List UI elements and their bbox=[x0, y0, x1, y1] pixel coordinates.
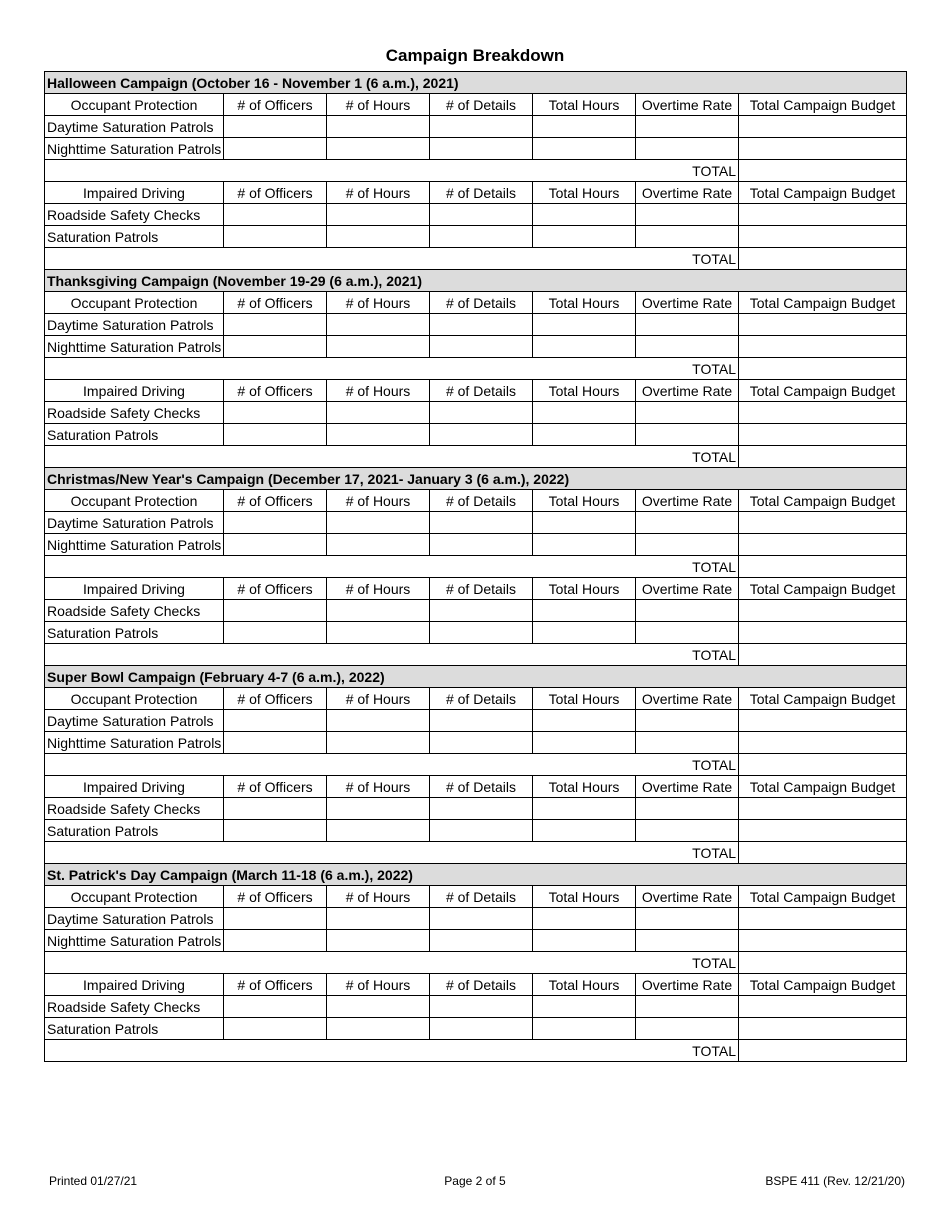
entry-cell[interactable] bbox=[739, 314, 907, 336]
entry-cell[interactable] bbox=[533, 534, 636, 556]
column-header: # of Officers bbox=[224, 490, 327, 512]
total-entry-cell[interactable] bbox=[739, 248, 907, 270]
entry-cell[interactable] bbox=[224, 512, 327, 534]
entry-cell[interactable] bbox=[430, 798, 533, 820]
entry-cell[interactable] bbox=[430, 138, 533, 160]
section-title: Occupant Protection bbox=[45, 688, 224, 710]
table-row bbox=[45, 798, 907, 820]
row-label: Nighttime Saturation Patrols bbox=[45, 534, 224, 556]
campaign-header-row bbox=[45, 468, 907, 490]
section-title: Impaired Driving bbox=[45, 578, 224, 600]
entry-cell[interactable] bbox=[224, 710, 327, 732]
entry-cell[interactable] bbox=[636, 1018, 739, 1040]
entry-cell[interactable] bbox=[739, 798, 907, 820]
entry-cell[interactable] bbox=[224, 226, 327, 248]
entry-cell[interactable] bbox=[533, 424, 636, 446]
entry-cell[interactable] bbox=[739, 534, 907, 556]
row-label: Saturation Patrols bbox=[45, 226, 224, 248]
entry-cell[interactable] bbox=[533, 1018, 636, 1040]
campaign-title: Halloween Campaign (October 16 - November 1 (6 a.m.), 2021) bbox=[45, 72, 907, 94]
entry-cell[interactable] bbox=[533, 138, 636, 160]
campaign-title: Thanksgiving Campaign (November 19-29 (6 a.m.), 2021) bbox=[45, 270, 907, 292]
entry-cell[interactable] bbox=[636, 710, 739, 732]
entry-cell[interactable] bbox=[327, 1018, 430, 1040]
section-header-row bbox=[45, 380, 907, 402]
entry-cell[interactable] bbox=[636, 908, 739, 930]
entry-cell[interactable] bbox=[224, 424, 327, 446]
entry-cell[interactable] bbox=[327, 930, 430, 952]
column-header: Total Campaign Budget bbox=[739, 974, 907, 996]
entry-cell[interactable] bbox=[533, 798, 636, 820]
entry-cell[interactable] bbox=[430, 116, 533, 138]
entry-cell[interactable] bbox=[739, 930, 907, 952]
row-label: Nighttime Saturation Patrols bbox=[45, 336, 224, 358]
entry-cell[interactable] bbox=[224, 402, 327, 424]
entry-cell[interactable] bbox=[430, 710, 533, 732]
entry-cell[interactable] bbox=[430, 226, 533, 248]
page-title: Campaign Breakdown bbox=[385, 46, 565, 65]
entry-cell[interactable] bbox=[533, 512, 636, 534]
entry-cell[interactable] bbox=[636, 512, 739, 534]
column-header: Total Campaign Budget bbox=[739, 380, 907, 402]
section-title: Impaired Driving bbox=[45, 182, 224, 204]
entry-cell[interactable] bbox=[636, 116, 739, 138]
row-label: Daytime Saturation Patrols bbox=[45, 908, 224, 930]
column-header: # of Details bbox=[430, 94, 533, 116]
column-header: # of Hours bbox=[327, 182, 430, 204]
entry-cell[interactable] bbox=[739, 908, 907, 930]
column-header: Total Hours bbox=[533, 292, 636, 314]
entry-cell[interactable] bbox=[533, 204, 636, 226]
form-number: BSPE 411 (Rev. 12/21/20) bbox=[765, 1174, 905, 1188]
campaign-title: Super Bowl Campaign (February 4-7 (6 a.m.), 2022) bbox=[45, 666, 907, 688]
section-title: Occupant Protection bbox=[45, 94, 224, 116]
total-entry-cell[interactable] bbox=[739, 842, 907, 864]
column-header: # of Officers bbox=[224, 974, 327, 996]
column-header: Total Campaign Budget bbox=[739, 578, 907, 600]
column-header: # of Officers bbox=[224, 94, 327, 116]
entry-cell[interactable] bbox=[636, 996, 739, 1018]
entry-cell[interactable] bbox=[739, 138, 907, 160]
entry-cell[interactable] bbox=[430, 996, 533, 1018]
column-header: Total Campaign Budget bbox=[739, 182, 907, 204]
column-header: # of Details bbox=[430, 776, 533, 798]
column-header: Overtime Rate bbox=[636, 886, 739, 908]
table-row bbox=[45, 710, 907, 732]
entry-cell[interactable] bbox=[739, 512, 907, 534]
entry-cell[interactable] bbox=[224, 138, 327, 160]
total-row bbox=[45, 952, 907, 974]
entry-cell[interactable] bbox=[327, 402, 430, 424]
row-label: Nighttime Saturation Patrols bbox=[45, 138, 224, 160]
total-row bbox=[45, 644, 907, 666]
column-header: # of Officers bbox=[224, 182, 327, 204]
entry-cell[interactable] bbox=[533, 930, 636, 952]
column-header: # of Hours bbox=[327, 380, 430, 402]
entry-cell[interactable] bbox=[224, 798, 327, 820]
table-row bbox=[45, 402, 907, 424]
entry-cell[interactable] bbox=[739, 226, 907, 248]
total-row bbox=[45, 556, 907, 578]
campaign-header-row bbox=[45, 864, 907, 886]
row-label: Saturation Patrols bbox=[45, 820, 224, 842]
entry-cell[interactable] bbox=[327, 116, 430, 138]
table-row bbox=[45, 204, 907, 226]
section-title: Occupant Protection bbox=[45, 292, 224, 314]
total-row bbox=[45, 160, 907, 182]
column-header: # of Details bbox=[430, 688, 533, 710]
entry-cell[interactable] bbox=[636, 226, 739, 248]
column-header: Overtime Rate bbox=[636, 688, 739, 710]
entry-cell[interactable] bbox=[224, 534, 327, 556]
column-header: Total Hours bbox=[533, 490, 636, 512]
entry-cell[interactable] bbox=[327, 226, 430, 248]
entry-cell[interactable] bbox=[636, 798, 739, 820]
column-header: Total Hours bbox=[533, 974, 636, 996]
entry-cell[interactable] bbox=[327, 820, 430, 842]
entry-cell[interactable] bbox=[430, 314, 533, 336]
entry-cell[interactable] bbox=[533, 314, 636, 336]
column-header: Total Campaign Budget bbox=[739, 292, 907, 314]
entry-cell[interactable] bbox=[327, 314, 430, 336]
column-header: # of Details bbox=[430, 578, 533, 600]
entry-cell[interactable] bbox=[327, 138, 430, 160]
column-header: Total Campaign Budget bbox=[739, 776, 907, 798]
total-entry-cell[interactable] bbox=[739, 1040, 907, 1062]
row-label: Nighttime Saturation Patrols bbox=[45, 732, 224, 754]
entry-cell[interactable] bbox=[636, 732, 739, 754]
row-label: Daytime Saturation Patrols bbox=[45, 512, 224, 534]
total-label: TOTAL bbox=[45, 160, 739, 182]
table-row bbox=[45, 138, 907, 160]
entry-cell[interactable] bbox=[430, 600, 533, 622]
total-label: TOTAL bbox=[45, 556, 739, 578]
section-header-row bbox=[45, 886, 907, 908]
section-header-row bbox=[45, 776, 907, 798]
column-header: # of Officers bbox=[224, 886, 327, 908]
entry-cell[interactable] bbox=[533, 820, 636, 842]
entry-cell[interactable] bbox=[739, 622, 907, 644]
table-row bbox=[45, 314, 907, 336]
section-header-row bbox=[45, 292, 907, 314]
total-entry-cell[interactable] bbox=[739, 754, 907, 776]
table-row bbox=[45, 820, 907, 842]
campaign-header-row bbox=[45, 270, 907, 292]
column-header: Total Campaign Budget bbox=[739, 490, 907, 512]
entry-cell[interactable] bbox=[430, 622, 533, 644]
column-header: # of Hours bbox=[327, 578, 430, 600]
total-entry-cell[interactable] bbox=[739, 446, 907, 468]
entry-cell[interactable] bbox=[224, 204, 327, 226]
table-row bbox=[45, 226, 907, 248]
entry-cell[interactable] bbox=[327, 710, 430, 732]
entry-cell[interactable] bbox=[327, 512, 430, 534]
row-label: Daytime Saturation Patrols bbox=[45, 314, 224, 336]
column-header: Overtime Rate bbox=[636, 94, 739, 116]
total-row bbox=[45, 248, 907, 270]
total-entry-cell[interactable] bbox=[739, 952, 907, 974]
entry-cell[interactable] bbox=[739, 336, 907, 358]
row-label: Saturation Patrols bbox=[45, 1018, 224, 1040]
entry-cell[interactable] bbox=[636, 600, 739, 622]
total-entry-cell[interactable] bbox=[739, 358, 907, 380]
column-header: Total Campaign Budget bbox=[739, 688, 907, 710]
column-header: Overtime Rate bbox=[636, 578, 739, 600]
entry-cell[interactable] bbox=[533, 226, 636, 248]
total-label: TOTAL bbox=[45, 248, 739, 270]
total-label: TOTAL bbox=[45, 358, 739, 380]
column-header: # of Hours bbox=[327, 886, 430, 908]
entry-cell[interactable] bbox=[430, 204, 533, 226]
table-row bbox=[45, 512, 907, 534]
entry-cell[interactable] bbox=[430, 732, 533, 754]
column-header: Total Campaign Budget bbox=[739, 94, 907, 116]
campaign-table bbox=[44, 71, 907, 1062]
entry-cell[interactable] bbox=[224, 930, 327, 952]
column-header: # of Hours bbox=[327, 974, 430, 996]
entry-cell[interactable] bbox=[430, 534, 533, 556]
entry-cell[interactable] bbox=[327, 424, 430, 446]
row-label: Roadside Safety Checks bbox=[45, 402, 224, 424]
table-row bbox=[45, 622, 907, 644]
column-header: # of Details bbox=[430, 886, 533, 908]
entry-cell[interactable] bbox=[739, 402, 907, 424]
entry-cell[interactable] bbox=[739, 204, 907, 226]
column-header: # of Details bbox=[430, 974, 533, 996]
entry-cell[interactable] bbox=[327, 600, 430, 622]
table-row bbox=[45, 930, 907, 952]
entry-cell[interactable] bbox=[636, 204, 739, 226]
total-row bbox=[45, 842, 907, 864]
total-row bbox=[45, 1040, 907, 1062]
entry-cell[interactable] bbox=[636, 314, 739, 336]
row-label: Saturation Patrols bbox=[45, 424, 224, 446]
entry-cell[interactable] bbox=[327, 996, 430, 1018]
entry-cell[interactable] bbox=[327, 534, 430, 556]
printed-date: Printed 01/27/21 bbox=[49, 1174, 138, 1188]
entry-cell[interactable] bbox=[430, 512, 533, 534]
section-title: Impaired Driving bbox=[45, 974, 224, 996]
entry-cell[interactable] bbox=[533, 336, 636, 358]
total-entry-cell[interactable] bbox=[739, 160, 907, 182]
column-header: Total Campaign Budget bbox=[739, 886, 907, 908]
entry-cell[interactable] bbox=[739, 820, 907, 842]
column-header: # of Hours bbox=[327, 490, 430, 512]
column-header: Overtime Rate bbox=[636, 974, 739, 996]
entry-cell[interactable] bbox=[636, 138, 739, 160]
section-header-row bbox=[45, 182, 907, 204]
row-label: Nighttime Saturation Patrols bbox=[45, 930, 224, 952]
entry-cell[interactable] bbox=[224, 908, 327, 930]
row-label: Roadside Safety Checks bbox=[45, 798, 224, 820]
section-header-row bbox=[45, 974, 907, 996]
entry-cell[interactable] bbox=[533, 908, 636, 930]
column-header: # of Hours bbox=[327, 292, 430, 314]
entry-cell[interactable] bbox=[636, 930, 739, 952]
row-label: Roadside Safety Checks bbox=[45, 996, 224, 1018]
entry-cell[interactable] bbox=[224, 820, 327, 842]
entry-cell[interactable] bbox=[533, 732, 636, 754]
row-label: Daytime Saturation Patrols bbox=[45, 710, 224, 732]
column-header: # of Officers bbox=[224, 380, 327, 402]
column-header: # of Details bbox=[430, 380, 533, 402]
entry-cell[interactable] bbox=[430, 908, 533, 930]
total-row bbox=[45, 446, 907, 468]
column-header: # of Officers bbox=[224, 292, 327, 314]
entry-cell[interactable] bbox=[327, 622, 430, 644]
entry-cell[interactable] bbox=[327, 798, 430, 820]
column-header: # of Details bbox=[430, 490, 533, 512]
column-header: Overtime Rate bbox=[636, 182, 739, 204]
entry-cell[interactable] bbox=[224, 732, 327, 754]
entry-cell[interactable] bbox=[636, 402, 739, 424]
entry-cell[interactable] bbox=[739, 600, 907, 622]
entry-cell[interactable] bbox=[739, 116, 907, 138]
entry-cell[interactable] bbox=[224, 600, 327, 622]
column-header: Overtime Rate bbox=[636, 490, 739, 512]
entry-cell[interactable] bbox=[533, 600, 636, 622]
column-header: Total Hours bbox=[533, 688, 636, 710]
entry-cell[interactable] bbox=[430, 820, 533, 842]
total-label: TOTAL bbox=[45, 446, 739, 468]
entry-cell[interactable] bbox=[430, 424, 533, 446]
column-header: # of Hours bbox=[327, 94, 430, 116]
section-header-row bbox=[45, 688, 907, 710]
section-title: Impaired Driving bbox=[45, 380, 224, 402]
row-label: Daytime Saturation Patrols bbox=[45, 116, 224, 138]
page-number: Page 2 of 5 bbox=[444, 1174, 506, 1188]
entry-cell[interactable] bbox=[327, 204, 430, 226]
column-header: # of Officers bbox=[224, 776, 327, 798]
entry-cell[interactable] bbox=[636, 424, 739, 446]
entry-cell[interactable] bbox=[533, 116, 636, 138]
total-entry-cell[interactable] bbox=[739, 556, 907, 578]
entry-cell[interactable] bbox=[533, 622, 636, 644]
entry-cell[interactable] bbox=[636, 622, 739, 644]
entry-cell[interactable] bbox=[224, 336, 327, 358]
section-title: Occupant Protection bbox=[45, 490, 224, 512]
entry-cell[interactable] bbox=[224, 116, 327, 138]
entry-cell[interactable] bbox=[739, 424, 907, 446]
column-header: # of Hours bbox=[327, 776, 430, 798]
entry-cell[interactable] bbox=[430, 336, 533, 358]
entry-cell[interactable] bbox=[327, 336, 430, 358]
total-entry-cell[interactable] bbox=[739, 644, 907, 666]
column-header: Total Hours bbox=[533, 776, 636, 798]
column-header: Total Hours bbox=[533, 886, 636, 908]
column-header: # of Details bbox=[430, 292, 533, 314]
entry-cell[interactable] bbox=[430, 1018, 533, 1040]
entry-cell[interactable] bbox=[430, 930, 533, 952]
entry-cell[interactable] bbox=[636, 534, 739, 556]
total-row bbox=[45, 358, 907, 380]
row-label: Saturation Patrols bbox=[45, 622, 224, 644]
column-header: Overtime Rate bbox=[636, 776, 739, 798]
column-header: Overtime Rate bbox=[636, 292, 739, 314]
column-header: # of Officers bbox=[224, 578, 327, 600]
entry-cell[interactable] bbox=[224, 314, 327, 336]
entry-cell[interactable] bbox=[739, 996, 907, 1018]
row-label: Roadside Safety Checks bbox=[45, 600, 224, 622]
column-header: Overtime Rate bbox=[636, 380, 739, 402]
total-label: TOTAL bbox=[45, 1040, 739, 1062]
table-row bbox=[45, 732, 907, 754]
table-row bbox=[45, 336, 907, 358]
campaign-header-row bbox=[45, 666, 907, 688]
entry-cell[interactable] bbox=[533, 996, 636, 1018]
total-row bbox=[45, 754, 907, 776]
entry-cell[interactable] bbox=[224, 622, 327, 644]
section-header-row bbox=[45, 490, 907, 512]
column-header: Total Hours bbox=[533, 94, 636, 116]
section-header-row bbox=[45, 578, 907, 600]
entry-cell[interactable] bbox=[533, 710, 636, 732]
entry-cell[interactable] bbox=[533, 402, 636, 424]
table-row bbox=[45, 116, 907, 138]
entry-cell[interactable] bbox=[739, 732, 907, 754]
total-label: TOTAL bbox=[45, 644, 739, 666]
entry-cell[interactable] bbox=[739, 710, 907, 732]
entry-cell[interactable] bbox=[224, 996, 327, 1018]
total-label: TOTAL bbox=[45, 842, 739, 864]
column-header: Total Hours bbox=[533, 182, 636, 204]
table-row bbox=[45, 908, 907, 930]
entry-cell[interactable] bbox=[636, 820, 739, 842]
campaign-header-row bbox=[45, 72, 907, 94]
section-title: Occupant Protection bbox=[45, 886, 224, 908]
table-row bbox=[45, 424, 907, 446]
column-header: # of Hours bbox=[327, 688, 430, 710]
entry-cell[interactable] bbox=[327, 908, 430, 930]
table-row bbox=[45, 534, 907, 556]
campaign-title: St. Patrick's Day Campaign (March 11-18 (6 a.m.), 2022) bbox=[45, 864, 907, 886]
entry-cell[interactable] bbox=[636, 336, 739, 358]
section-header-row bbox=[45, 94, 907, 116]
entry-cell[interactable] bbox=[739, 1018, 907, 1040]
entry-cell[interactable] bbox=[430, 402, 533, 424]
column-header: # of Officers bbox=[224, 688, 327, 710]
column-header: # of Details bbox=[430, 182, 533, 204]
column-header: Total Hours bbox=[533, 578, 636, 600]
total-label: TOTAL bbox=[45, 952, 739, 974]
total-label: TOTAL bbox=[45, 754, 739, 776]
entry-cell[interactable] bbox=[224, 1018, 327, 1040]
campaign-title: Christmas/New Year's Campaign (December 17, 2021- January 3 (6 a.m.), 2022) bbox=[45, 468, 907, 490]
table-row bbox=[45, 600, 907, 622]
section-title: Impaired Driving bbox=[45, 776, 224, 798]
row-label: Roadside Safety Checks bbox=[45, 204, 224, 226]
table-row bbox=[45, 996, 907, 1018]
entry-cell[interactable] bbox=[327, 732, 430, 754]
table-row bbox=[45, 1018, 907, 1040]
column-header: Total Hours bbox=[533, 380, 636, 402]
